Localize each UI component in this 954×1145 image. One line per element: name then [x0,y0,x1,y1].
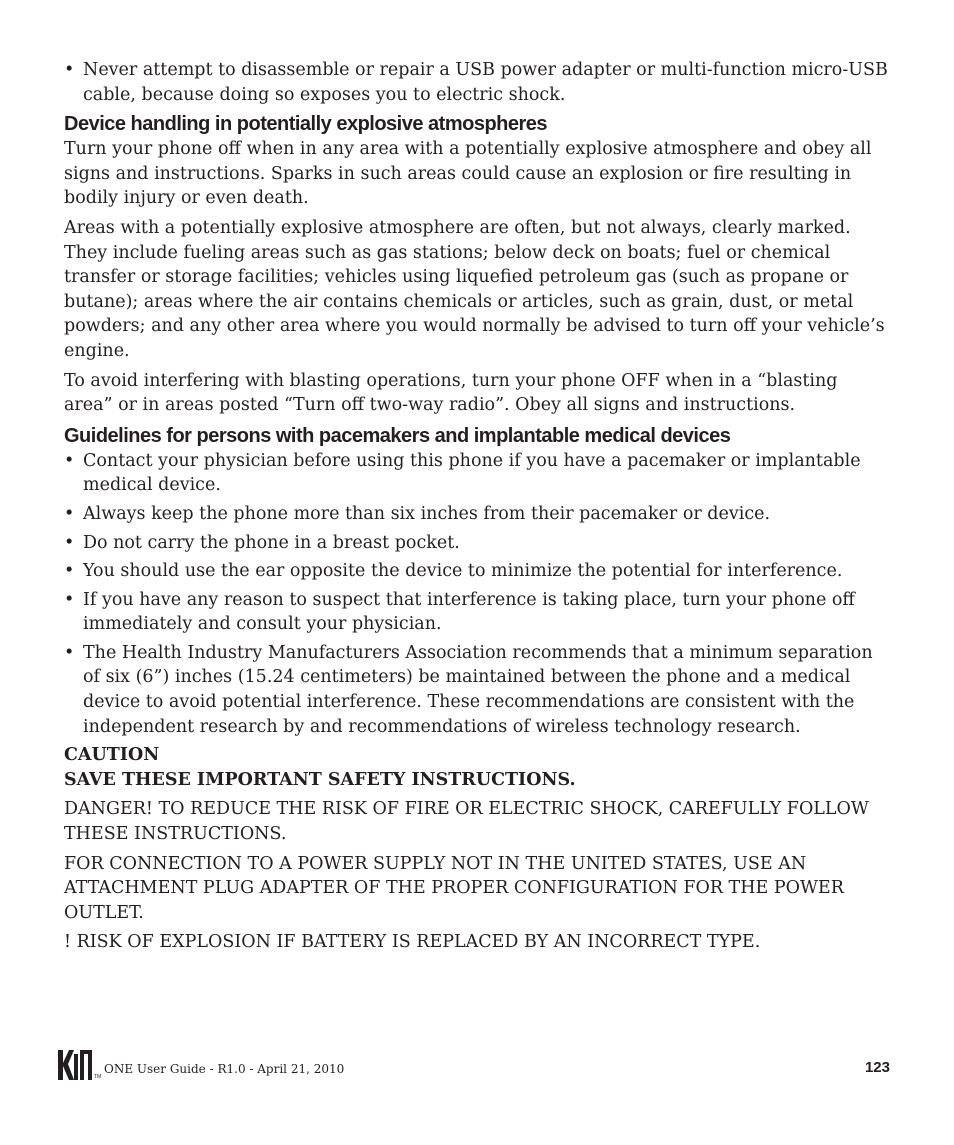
caution-paragraph: ! RISK OF EXPLOSION IF BATTERY IS REPLACED BY AN INCORRECT TYPE. [64,932,761,953]
section-heading-pacemakers: Guidelines for persons with pacemakers and implantable medical devices [64,424,731,447]
guide-version-text: ONE User Guide - R1.0 - April 21, 2010 [104,1062,345,1076]
list-item: • Contact your physician before using this phone if you have a pacemaker or implantable medical device. [64,449,890,498]
paragraph: Areas with a potentially explosive atmosphere are often, but not always, clearly marked. They include fueling areas such as gas stations; below deck on boats; fuel or chemical transfer or storage facilities; vehicles using liquefied petroleum gas (such as propane or butane); areas where the air contains chemicals or articles, such as grain, dust, or metal powders; and any other area where you would normally be advised to turn off your vehicle’s engine. [64,217,885,361]
page-number: 123 [864,1059,890,1076]
section-heading-explosive: Device handling in potentially explosive atmospheres [64,113,548,136]
list-item: • Do not carry the phone in a breast pocket. [64,531,890,556]
caution-title: CAUTION [64,745,160,766]
intro-bullet-list [64,58,890,107]
caution-subtitle: SAVE THESE IMPORTANT SAFETY INSTRUCTIONS. [64,769,576,790]
list-item: • The Health Industry Manufacturers Association recommends that a minimum separation of six (6”) inches (15.24 centimeters) be maintained between the phone and a medical device to avoid potential interference. These recommendations are consistent with the independent research by and recommendations of wireless technology research. [64,641,890,739]
list-item: • You should use the ear opposite the device to minimize the potential for interference. [64,559,890,584]
list-item: • Never attempt to disassemble or repair a USB power adapter or multi-function micro-USB cable, because doing so exposes you to electric shock. [64,58,890,107]
list-item: • If you have any reason to suspect that interference is taking place, turn your phone off immediately and consult your physician. [64,588,890,637]
list-item: • Always keep the phone more than six inches from their pacemaker or device. [64,502,890,527]
caution-block [64,743,890,792]
caution-paragraph: FOR CONNECTION TO A POWER SUPPLY NOT IN THE UNITED STATES, USE AN ATTACHMENT PLUG ADAPTER OF THE PROPER CONFIGURATION FOR THE POWER OUTLET. [64,853,844,923]
page-content [64,58,890,955]
paragraph: Turn your phone off when in any area with a potentially explosive atmosphere and obey all signs and instructions. Sparks in such areas could cause an explosion or fire resulting in bodily injury or even death. [64,139,872,209]
pacemaker-bullet-list [64,449,890,740]
kin-logo-icon [57,1048,93,1081]
paragraph: To avoid interfering with blasting operations, turn your phone OFF when in a “blasting area” or in areas posted “Turn off two-way radio”. Obey all signs and instructions. [64,370,838,416]
trademark-label: TM [94,1074,102,1080]
page-footer [57,1048,890,1088]
caution-paragraph: DANGER! TO REDUCE THE RISK OF FIRE OR ELECTRIC SHOCK, CAREFULLY FOLLOW THESE INSTRUCTIONS. [64,799,869,845]
